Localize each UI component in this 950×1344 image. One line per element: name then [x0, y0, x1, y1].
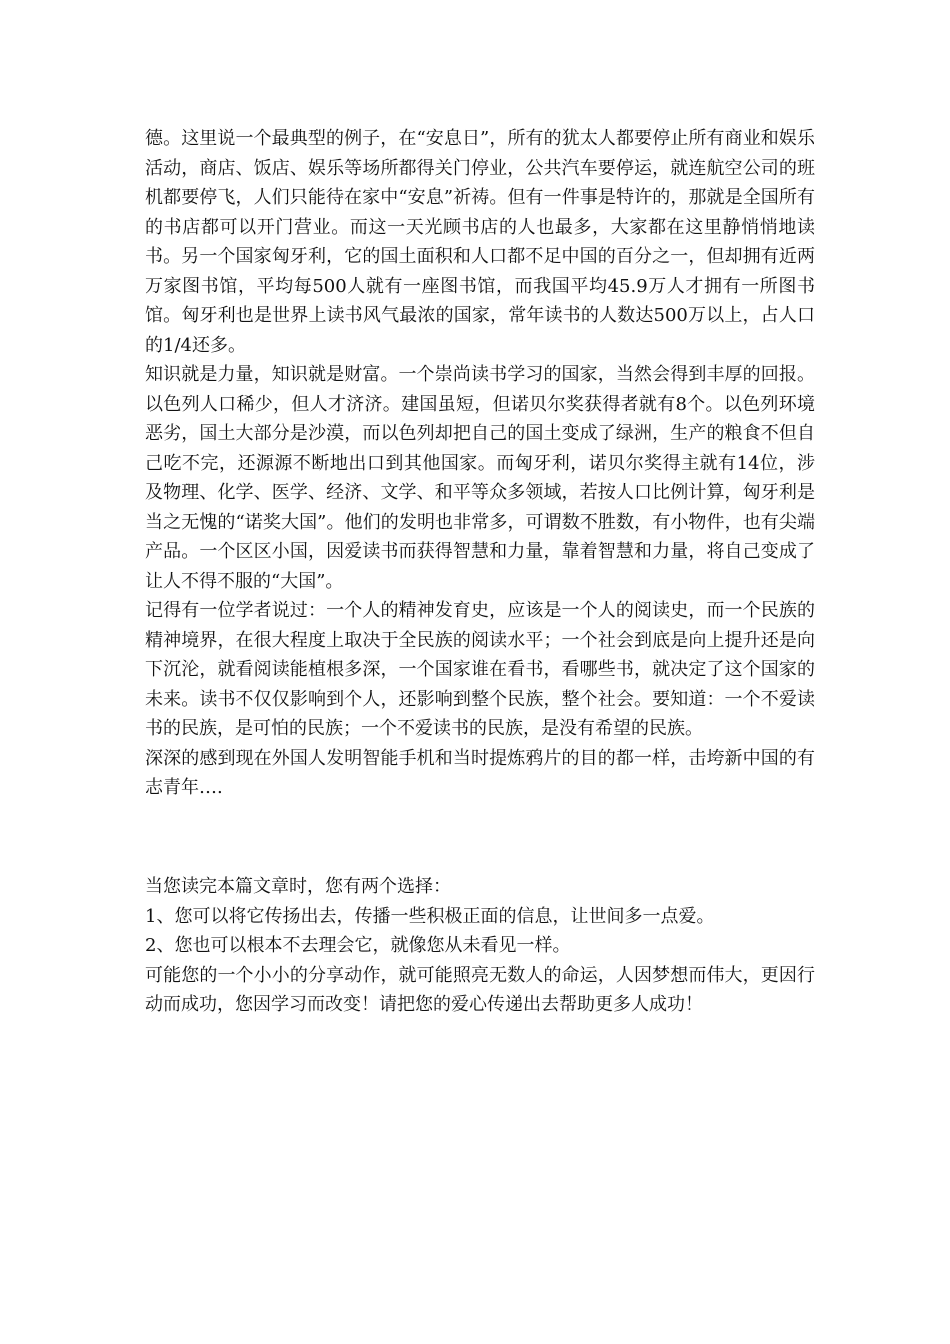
share-option-one: 1、您可以将它传扬出去，传播一些积极正面的信息，让世间多一点爱。 — [145, 905, 715, 927]
share-intro: 当您读完本篇文章时，您有两个选择： — [145, 876, 451, 897]
paragraph-scholar-quote: 记得有一位学者说过：一个人的精神发育史，应该是一个人的阅读史，而一个民族的精神境界，在很大程度上取决于全民族的阅读水平；一个社会到底是向上提升还是向下沉沦，就看阅读能植根多深，一个国家谁在看书，看哪些书，就决定了这个国家的未来。读书不仅仅影响到个人，还影响到整个民族，整个社会。要知道：一个不爱读书的民族，是可怕的民族；一个不爱读书的民族，是没有希望的民族。 — [145, 600, 815, 739]
paragraph-sabbath-reading: 德。这里说一个最典型的例子，在“安息日”，所有的犹太人都要停止所有商业和娱乐活动，商店、饭店、娱乐等场所都得关门停业，公共汽车要停运，就连航空公司的班机都要停飞，人们只能待在家中“安息”祈祷。但有一件事是特许的，那就是全国所有的书店都可以开门营业。而这一天光顾书店的人也最多，大家都在这里静悄悄地读书。另一个国家匈牙利，它的国土面积和人口都不足中国的百分之一，但却拥有近两万家图书馆，平均每500人就有一座图书馆，而我国平均45.9万人才拥有一所图书馆。匈牙利也是世界上读书风气最浓的国家，常年读书的人数达500万以上，占人口的1/4还多。 — [145, 128, 815, 356]
share-appeal — [145, 872, 815, 1020]
share-option-two: 2、您也可以根本不去理会它，就像您从未看见一样。 — [145, 935, 571, 956]
article-body — [145, 124, 815, 803]
paragraph-smartphone-remark: 深深的感到现在外国人发明智能手机和当时提炼鸦片的目的都一样，击垮新中国的有志青年…. — [145, 747, 815, 798]
share-closing: 可能您的一个小小的分享动作，就可能照亮无数人的命运，人因梦想而伟大，更因行动而成功，您因学习而改变！请把您的爱心传递出去帮助更多人成功！ — [145, 964, 815, 1015]
paragraph-knowledge-power: 知识就是力量，知识就是财富。一个崇尚读书学习的国家，当然会得到丰厚的回报。以色列人口稀少，但人才济济。建国虽短，但诺贝尔奖获得者就有8个。以色列环境恶劣，国土大部分是沙漠，而以色列却把自己的国土变成了绿洲，生产的粮食不但自己吃不完，还源源不断地出口到其他国家。而匈牙利，诺贝尔奖得主就有14位，涉及物理、化学、医学、经济、文学、和平等众多领域，若按人口比例计算，匈牙利是当之无愧的“诺奖大国”。他们的发明也非常多，可谓数不胜数，有小物件，也有尖端产品。一个区区小国，因爱读书而获得智慧和力量，靠着智慧和力量，将自己变成了让人不得不服的“大国”。 — [145, 364, 815, 592]
